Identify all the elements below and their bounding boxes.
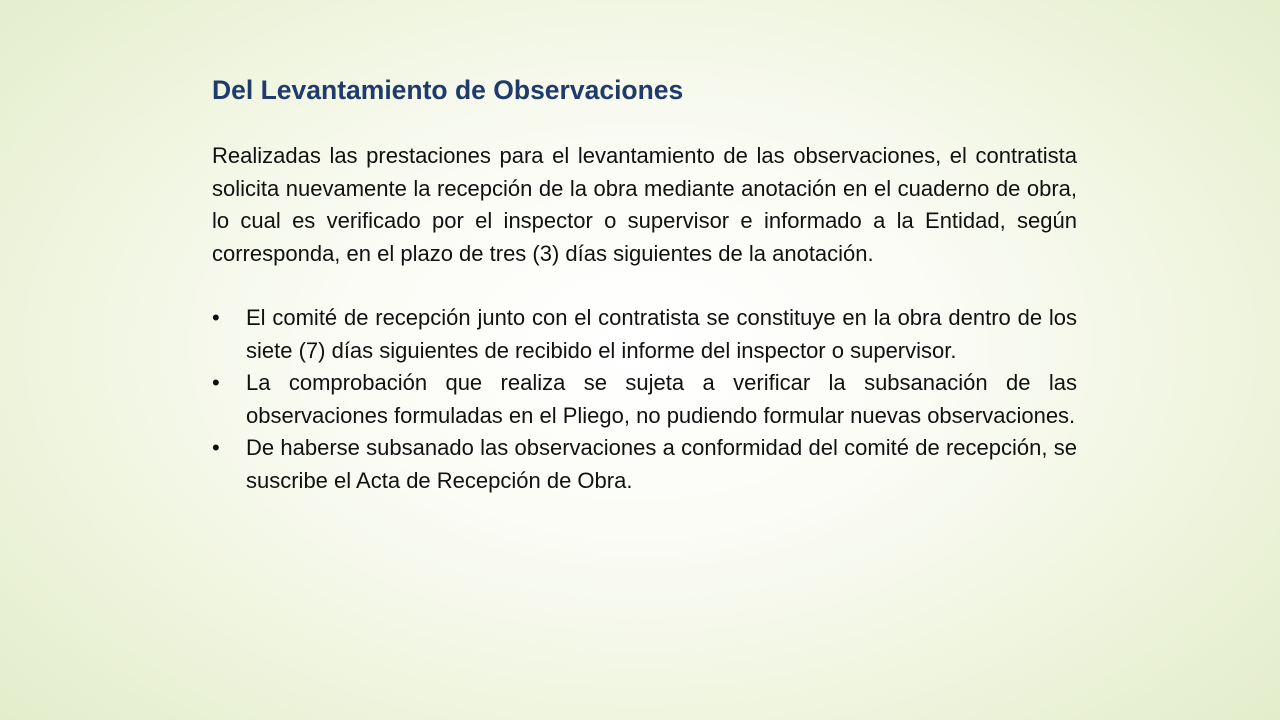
bullet-dot-icon: • <box>212 435 220 460</box>
bullet-text: La comprobación que realiza se sujeta a verificar la subsanación de las observaciones formuladas en el Pliego, no pudiendo formular nuevas observaciones. <box>246 370 1077 428</box>
bullet-item <box>212 367 1077 432</box>
slide-content <box>212 72 1077 497</box>
bullet-dot-icon: • <box>212 370 220 395</box>
bullet-item <box>212 302 1077 367</box>
bullet-text: De haberse subsanado las observaciones a conformidad del comité de recepción, se suscribe el Acta de Recepción de Obra. <box>246 435 1077 493</box>
intro-paragraph: Realizadas las prestaciones para el levantamiento de las observaciones, el contratista solicita nuevamente la recepción de la obra mediante anotación en el cuaderno de obra, lo cual es verificado por el inspector o supervisor e informado a la Entidad, según corresponda, en el plazo de tres (3) días siguientes de la anotación. <box>212 143 1077 266</box>
bullet-text: El comité de recepción junto con el contratista se constituye en la obra dentro de los siete (7) días siguientes de recibido el informe del inspector o supervisor. <box>246 305 1077 363</box>
bullet-list <box>212 302 1077 497</box>
slide-title: Del Levantamiento de Observaciones <box>212 75 684 105</box>
bullet-dot-icon: • <box>212 305 220 330</box>
bullet-item <box>212 432 1077 497</box>
